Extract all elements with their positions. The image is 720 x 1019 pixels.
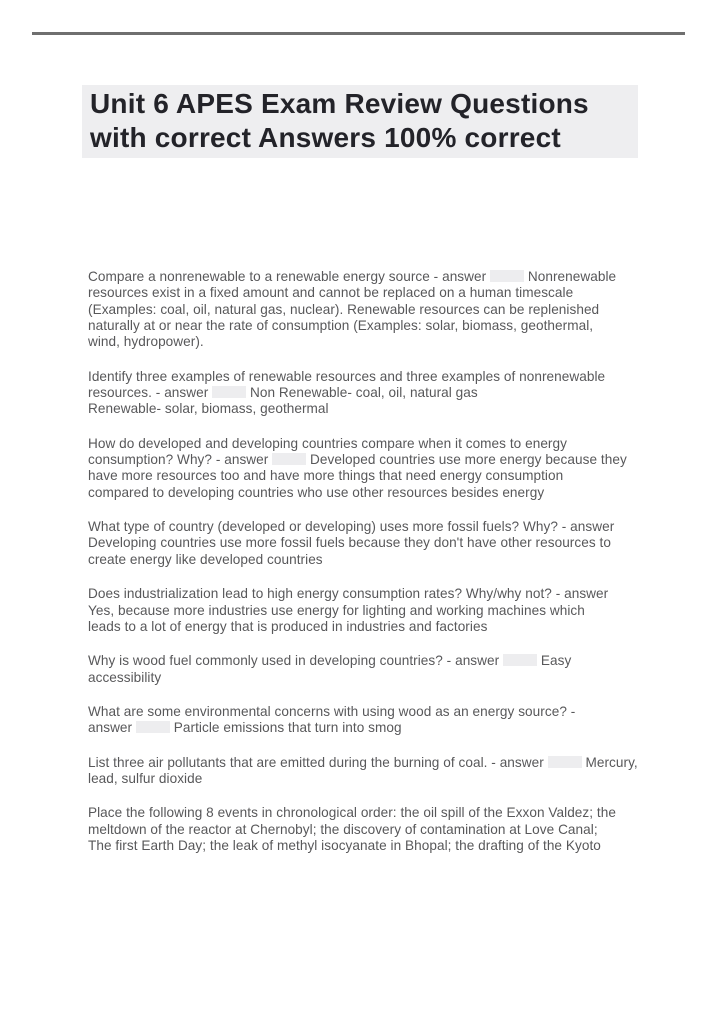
qa-text-line: [88, 485, 663, 501]
redacted-answer-gap: [136, 721, 170, 733]
qa-text-line: [88, 670, 663, 686]
redacted-answer-gap: [272, 453, 306, 465]
redacted-answer-gap: [490, 270, 524, 282]
qa-text-segment: How do developed and developing countries compare when it comes to energy: [88, 435, 567, 451]
redacted-answer-gap: [503, 654, 537, 666]
qa-text-segment: What type of country (developed or developing) uses more fossil fuels? Why? - answer: [88, 519, 615, 535]
qa-text-line: [88, 535, 663, 551]
qa-text-line: [88, 401, 663, 417]
qa-text-line: [88, 302, 663, 318]
qa-text-segment: resources exist in a fixed amount and cannot be replaced on a human timescale: [88, 285, 574, 301]
document-title-line-2: with correct Answers 100% correct: [90, 122, 561, 153]
qa-text-segment: create energy like developed countries: [88, 551, 323, 567]
qa-text-line: [88, 619, 663, 635]
qa-text-segment: Nonrenewable: [524, 269, 617, 284]
qa-text-line: [88, 269, 663, 285]
qa-text-line: [88, 586, 663, 602]
qa-text-segment: Does industrialization lead to high energy consumption rates? Why/why not? - answer: [88, 586, 609, 602]
qa-text-line: [88, 519, 663, 535]
qa-paragraph: [88, 519, 663, 568]
qa-text-segment: Why is wood fuel commonly used in developing countries? - answer: [88, 653, 504, 669]
qa-text-segment: consumption? Why? - answer: [88, 452, 273, 468]
qa-text-line: [88, 334, 663, 350]
qa-text-line: [88, 771, 663, 787]
qa-text-line: [88, 318, 663, 334]
qa-text-segment: Identify three examples of renewable resources and three examples of nonrenewable: [88, 368, 606, 384]
qa-text-segment: wind, hydropower).: [88, 334, 204, 350]
qa-paragraph: [88, 755, 663, 788]
document-body: [88, 269, 663, 872]
qa-text-segment: Yes, because more industries use energy for lighting and working machines which: [88, 602, 585, 618]
qa-text-segment: What are some environmental concerns with using wood as an energy source? -: [88, 703, 576, 719]
qa-text-segment: lead, sulfur dioxide: [88, 770, 203, 786]
qa-text-line: [88, 720, 663, 736]
redacted-answer-gap: [212, 386, 246, 398]
qa-text-segment: Particle emissions that turn into smog: [169, 720, 402, 736]
qa-paragraph: [88, 704, 663, 737]
qa-text-line: [88, 653, 663, 669]
qa-text-segment: leads to a lot of energy that is produced in industries and factories: [88, 618, 488, 634]
qa-text-segment: List three air pollutants that are emitted during the burning of coal. - answer: [88, 754, 548, 770]
qa-text-segment: answer: [88, 720, 136, 736]
qa-text-line: [88, 468, 663, 484]
qa-paragraph: [88, 436, 663, 501]
qa-text-segment: The first Earth Day; the leak of methyl isocyanate in Bhopal; the drafting of the Kyoto: [88, 837, 601, 853]
qa-text-line: [88, 552, 663, 568]
qa-paragraph: [88, 805, 663, 854]
qa-text-segment: Developing countries use more fossil fuels because they don't have other resources to: [88, 535, 611, 551]
qa-text-line: [88, 755, 663, 771]
qa-text-line: [88, 704, 663, 720]
qa-text-segment: Compare a nonrenewable to a renewable energy source - answer: [88, 269, 491, 284]
qa-text-line: [88, 369, 663, 385]
qa-text-line: [88, 452, 663, 468]
qa-text-segment: meltdown of the reactor at Chernobyl; the discovery of contamination at Love Canal;: [88, 821, 598, 837]
redacted-answer-gap: [548, 756, 582, 768]
qa-text-segment: Renewable- solar, biomass, geothermal: [88, 401, 329, 417]
qa-text-segment: have more resources too and have more things that need energy consumption: [88, 468, 564, 484]
qa-text-segment: Easy: [537, 653, 572, 669]
document-title-line-1: Unit 6 APES Exam Review Questions: [90, 88, 589, 119]
qa-paragraph: [88, 369, 663, 418]
qa-paragraph: [88, 586, 663, 635]
qa-text-line: [88, 285, 663, 301]
qa-text-segment: Place the following 8 events in chronological order: the oil spill of the Exxon Valdez; the: [88, 805, 616, 821]
document-title-highlight: [82, 85, 638, 158]
qa-text-line: [88, 805, 663, 821]
qa-paragraph: [88, 653, 663, 686]
qa-text-line: [88, 603, 663, 619]
horizontal-rule: [32, 32, 685, 35]
qa-paragraph: [88, 269, 663, 351]
qa-text-line: [88, 385, 663, 401]
qa-text-line: [88, 436, 663, 452]
qa-text-segment: (Examples: coal, oil, natural gas, nuclear). Renewable resources can be replenished: [88, 301, 600, 317]
qa-text-segment: resources. - answer: [88, 385, 213, 401]
qa-text-segment: naturally at or near the rate of consumption (Examples: solar, biomass, geothermal,: [88, 318, 594, 334]
qa-text-segment: Developed countries use more energy because they: [306, 452, 627, 468]
qa-text-segment: accessibility: [88, 669, 162, 685]
qa-text-segment: compared to developing countries who use other resources besides energy: [88, 484, 545, 500]
qa-text-line: [88, 838, 663, 854]
qa-text-segment: Mercury,: [581, 754, 638, 770]
qa-text-line: [88, 822, 663, 838]
qa-text-segment: Non Renewable- coal, oil, natural gas: [246, 385, 478, 401]
